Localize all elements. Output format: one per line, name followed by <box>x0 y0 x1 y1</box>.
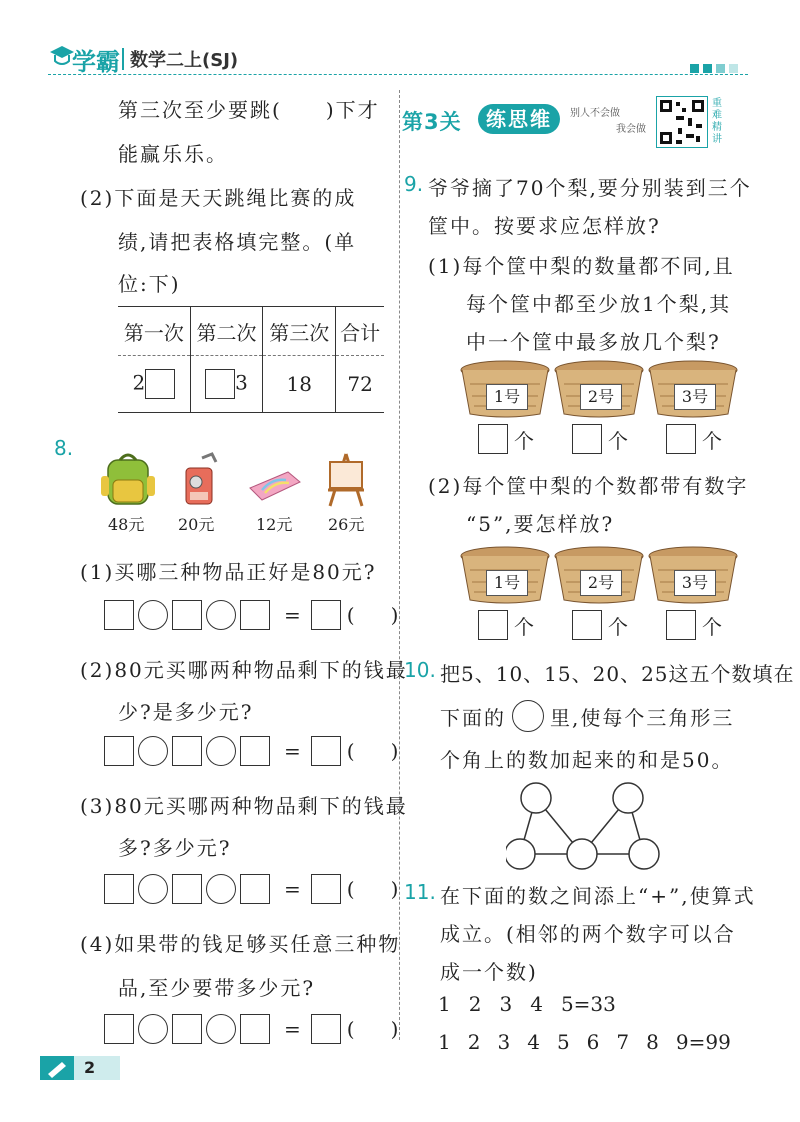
basket-label: 1号 <box>486 384 528 410</box>
basket-label: 1号 <box>486 570 528 596</box>
table-cell-third: 18 <box>263 356 336 413</box>
answer-box[interactable] <box>572 610 602 640</box>
q8-3-line1: (3)80元买哪两种物品剩下的钱最 <box>80 794 408 818</box>
q11-number: 11. <box>404 880 436 904</box>
level-prefix: 第3关 <box>402 110 462 134</box>
table-cell-second: 3 <box>190 356 263 413</box>
table-header: 第一次 <box>118 307 190 356</box>
score-table <box>118 306 384 413</box>
basket-label: 3号 <box>674 384 716 410</box>
q8-2-line1: (2)80元买哪两种物品剩下的钱最 <box>80 658 408 682</box>
answer-box[interactable] <box>666 610 696 640</box>
q8-4-line1: (4)如果带的钱足够买任意三种物 <box>80 932 401 956</box>
equation-row <box>104 600 398 630</box>
answer-box[interactable] <box>240 1014 270 1044</box>
basket-answer <box>666 610 722 640</box>
answer-box[interactable] <box>172 874 202 904</box>
footer-page-tab <box>40 1056 120 1080</box>
answer-box[interactable] <box>666 424 696 454</box>
number-circle <box>629 839 659 869</box>
answer-box[interactable] <box>311 736 341 766</box>
table-header: 第三次 <box>263 307 336 356</box>
book-subtitle: 数学二上(SJ) <box>130 50 239 71</box>
q9-1-line1: (1)每个筐中梨的数量都不同,且 <box>428 254 735 278</box>
paren-open: ( <box>346 739 355 763</box>
answer-box[interactable] <box>240 736 270 766</box>
answer-box[interactable] <box>104 736 134 766</box>
answer-box[interactable] <box>172 600 202 630</box>
q9-1-line3: 中一个筐中最多放几个梨? <box>466 330 721 354</box>
q7-2-line1: (2)下面是天天跳绳比赛的成 <box>80 186 357 210</box>
equals-sign: = <box>284 877 301 901</box>
page-number: 2 <box>84 1058 96 1077</box>
equation-row <box>104 874 398 904</box>
q9-number: 9. <box>404 172 424 196</box>
circle-placeholder <box>512 700 544 732</box>
q10-line1: 把5、10、15、20、25这五个数填在 <box>440 662 795 686</box>
paren-close: ) <box>390 739 399 763</box>
q9-2-line1: (2)每个筐中梨的个数都带有数字 <box>428 474 749 498</box>
answer-box[interactable] <box>311 874 341 904</box>
answer-box[interactable] <box>240 600 270 630</box>
equals-sign: = <box>284 739 301 763</box>
header <box>0 40 800 80</box>
q8-2-line2: 少?是多少元? <box>118 700 254 724</box>
paren-open: ( <box>346 1017 355 1041</box>
unit-label: 个 <box>608 428 628 453</box>
unit-label: 个 <box>608 614 628 639</box>
unit-label: 个 <box>702 428 722 453</box>
answer-box[interactable] <box>172 736 202 766</box>
paren-close: ) <box>390 877 399 901</box>
header-squares <box>690 64 738 73</box>
basket-answer <box>478 424 534 454</box>
q7-cont-line2: 能赢乐乐。 <box>118 142 228 166</box>
operator-circle[interactable] <box>138 736 168 766</box>
basket <box>554 546 644 604</box>
answer-box[interactable] <box>311 600 341 630</box>
equals-sign: = <box>284 603 301 627</box>
q11-line3: 成一个数) <box>440 960 538 984</box>
answer-box[interactable] <box>104 600 134 630</box>
q9-line2: 筐中。按要求应怎样放? <box>428 214 661 238</box>
table-cell-first: 2 <box>118 356 190 413</box>
q8-3-line2: 多?多少元? <box>118 836 232 860</box>
number-circle <box>567 839 597 869</box>
answer-box[interactable] <box>104 874 134 904</box>
brand-logo: 学霸 <box>72 48 120 76</box>
basket <box>648 546 738 604</box>
answer-box[interactable] <box>240 874 270 904</box>
triangle-diagram <box>506 778 666 872</box>
item-price: 26元 <box>328 515 365 534</box>
eraser-icon <box>244 466 304 506</box>
header-separator <box>122 48 124 70</box>
number-circle <box>521 783 551 813</box>
basket <box>554 360 644 418</box>
q9-2-line2: “5”,要怎样放? <box>466 512 615 536</box>
answer-box[interactable] <box>205 369 235 399</box>
basket-answer <box>572 424 628 454</box>
basket <box>648 360 738 418</box>
level-note-2: 我会做 <box>616 124 646 135</box>
paren-open: ( <box>346 603 355 627</box>
level-note-1: 别人不会做 <box>570 108 620 119</box>
table-header: 第二次 <box>190 307 263 356</box>
basket <box>460 546 550 604</box>
operator-circle[interactable] <box>138 600 168 630</box>
basket-label: 2号 <box>580 570 622 596</box>
q9-line1: 爷爷摘了70个梨,要分别装到三个 <box>428 176 752 200</box>
level-side-label: 重难精讲 <box>712 98 722 145</box>
answer-box[interactable] <box>478 610 508 640</box>
column-divider <box>399 90 400 1040</box>
basket-answer <box>478 610 534 640</box>
basket <box>460 360 550 418</box>
basket-answer <box>572 610 628 640</box>
unit-label: 个 <box>702 614 722 639</box>
q7-2-line3: 位:下) <box>118 272 181 296</box>
basket-label: 2号 <box>580 384 622 410</box>
basket-answer <box>666 424 722 454</box>
item-price: 48元 <box>108 515 145 534</box>
backpack-icon <box>98 450 158 508</box>
equation-row <box>104 736 398 766</box>
equation-row <box>104 1014 398 1044</box>
item-price: 12元 <box>256 515 293 534</box>
table-cell-total: 72 <box>336 356 384 413</box>
qr-code-icon[interactable] <box>656 96 708 148</box>
operator-circle[interactable] <box>138 874 168 904</box>
q9-1-line2: 每个筐中都至少放1个梨,其 <box>466 292 732 316</box>
operator-circle[interactable] <box>206 600 236 630</box>
answer-box[interactable] <box>104 1014 134 1044</box>
q10-line2: 下面的 里,使每个三角形三 <box>440 700 734 732</box>
q11-line2: 成立。(相邻的两个数字可以合 <box>440 922 736 946</box>
number-circle <box>506 839 535 869</box>
operator-circle[interactable] <box>206 874 236 904</box>
level-banner <box>402 100 722 150</box>
paren-close: ) <box>390 1017 399 1041</box>
q11-line1: 在下面的数之间添上“+”,使算式 <box>440 884 756 908</box>
operator-circle[interactable] <box>206 736 236 766</box>
unit-label: 个 <box>514 614 534 639</box>
answer-box[interactable] <box>145 369 175 399</box>
operator-circle[interactable] <box>138 1014 168 1044</box>
equals-sign: = <box>284 1017 301 1041</box>
basket-label: 3号 <box>674 570 716 596</box>
answer-box[interactable] <box>572 424 602 454</box>
q8-number: 8. <box>54 436 74 460</box>
answer-box[interactable] <box>478 424 508 454</box>
answer-box[interactable] <box>172 1014 202 1044</box>
number-circle <box>613 783 643 813</box>
operator-circle[interactable] <box>206 1014 236 1044</box>
unit-label: 个 <box>514 428 534 453</box>
q7-2-line2: 绩,请把表格填完整。(单 <box>118 230 357 254</box>
pencil-sharpener-icon <box>176 452 222 508</box>
item-price: 20元 <box>178 515 215 534</box>
paren-close: ) <box>390 603 399 627</box>
header-rule <box>48 74 748 75</box>
answer-box[interactable] <box>311 1014 341 1044</box>
q8-4-line2: 品,至少要带多少元? <box>118 976 316 1000</box>
paren-open: ( <box>346 877 355 901</box>
q8-1-text: (1)买哪三种物品正好是80元? <box>80 560 377 584</box>
pencil-icon <box>40 1056 74 1080</box>
level-title: 练思维 <box>478 104 560 134</box>
easel-icon <box>322 452 370 508</box>
table-header: 合计 <box>336 307 384 356</box>
q10-number: 10. <box>404 658 436 682</box>
q11-equation-1: 1 2 3 4 5=33 <box>438 992 616 1016</box>
q10-line3: 个角上的数加起来的和是50。 <box>440 748 734 772</box>
q11-equation-2: 1 2 3 4 5 6 7 8 9=99 <box>438 1030 731 1054</box>
q7-cont-line1: 第三次至少要跳( )下才 <box>118 98 380 122</box>
